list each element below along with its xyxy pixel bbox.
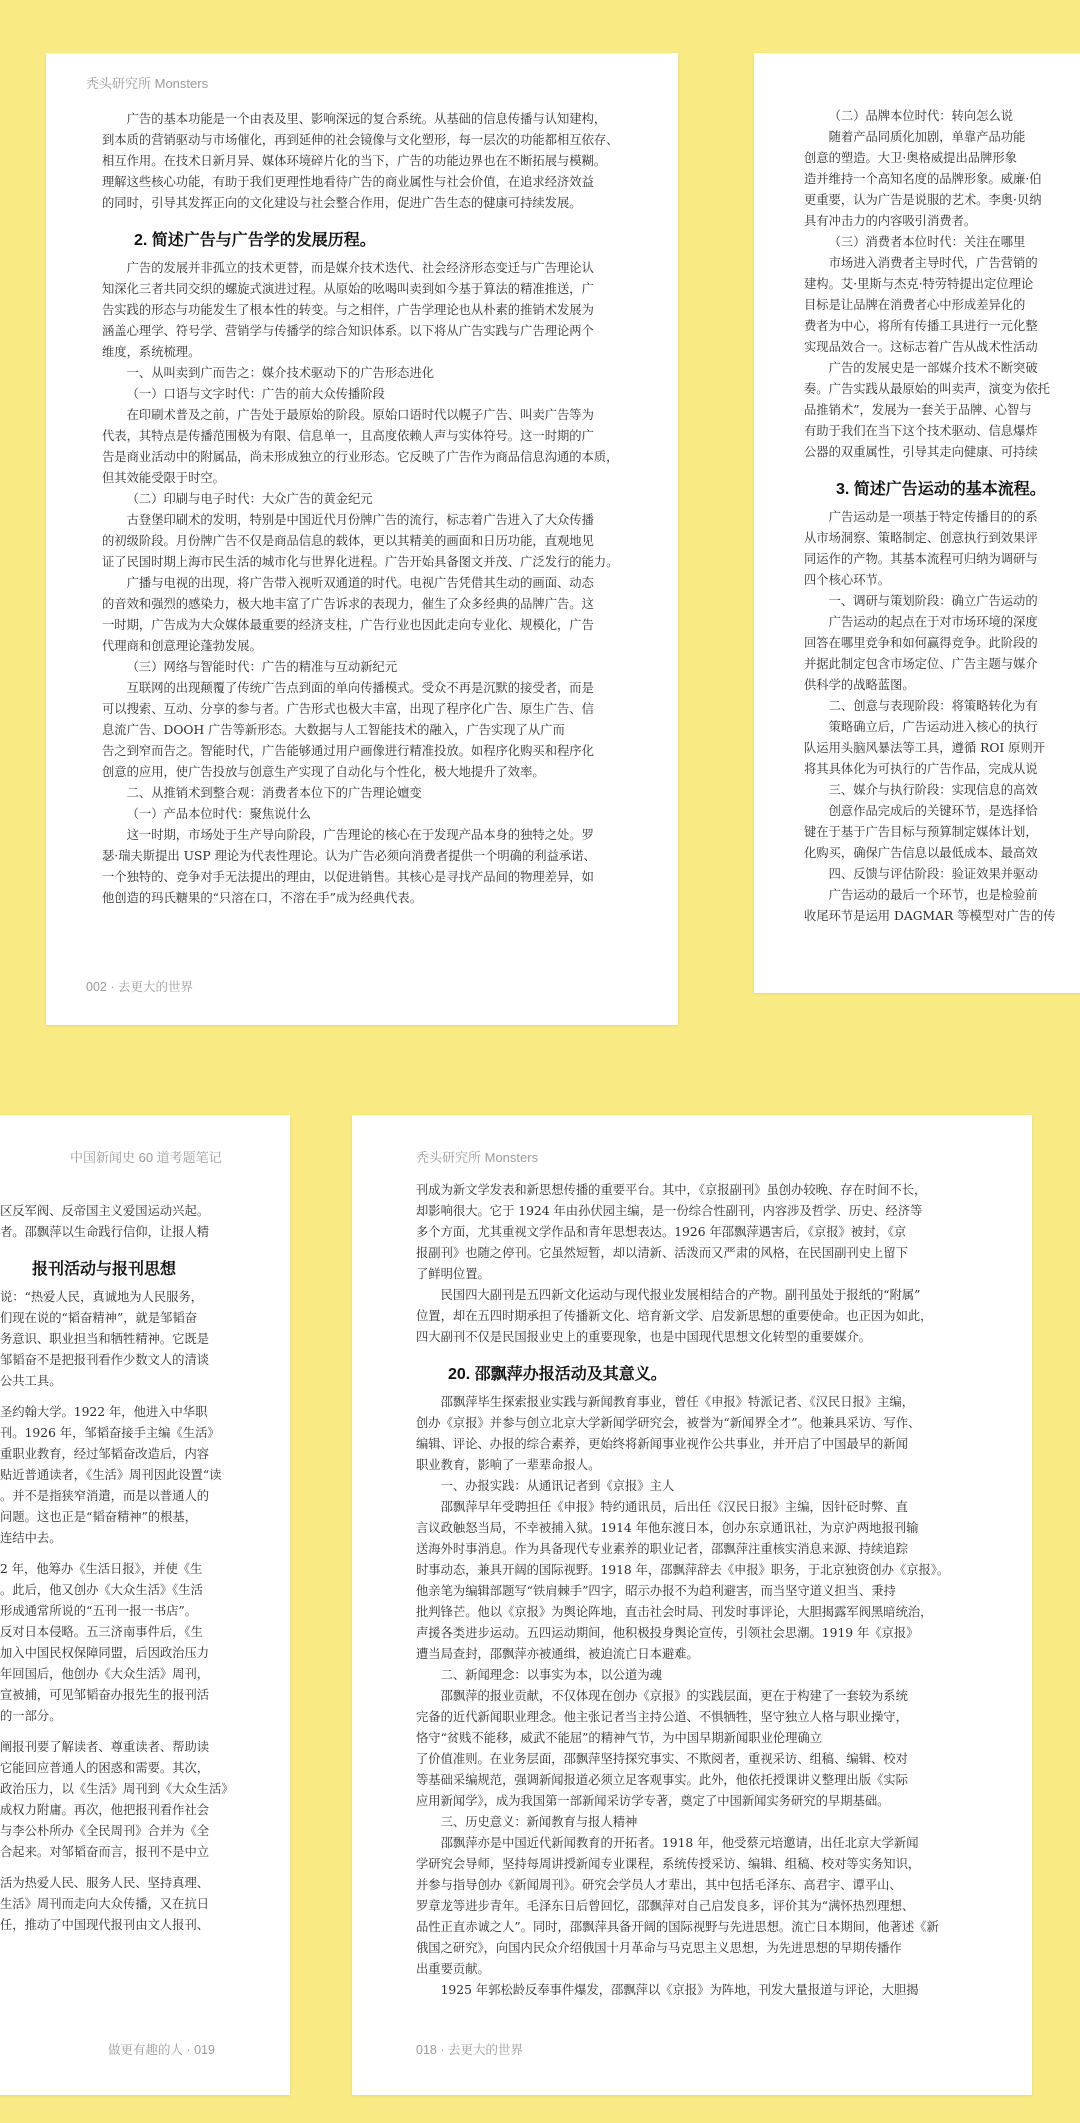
text-line: 他创造的玛氏糖果的“只溶在口，不溶在手”成为经典代表。 — [102, 891, 422, 905]
text-line: 瑟·瑞夫斯提出 USP 理论为代表性理论。认为广告必须向消费者提供一个明确的利益承诺、 — [102, 849, 596, 863]
text-line: 收尾环节是运用 DAGMAR 等模型对广告的传 — [804, 909, 1056, 923]
text-line: 队运用头脑风暴法等工具，遵循 ROI 原则开 — [804, 741, 1046, 755]
text-line: 遭当局查封，邵飘萍亦被通缉，被迫流亡日本避难。 — [416, 1647, 699, 1661]
text-line: 的同时，引导其发挥正向的文化建设与社会整合作用，促进广告生态的健康可持续发展。 — [102, 196, 582, 210]
text-line: 知深化三者共同交织的螺旋式演进过程。从原始的吆喝叫卖到如今基于算法的精准推送，广 — [102, 282, 594, 296]
text-line: 回答在哪里竞争和如何赢得竞争。此阶段的 — [804, 636, 1038, 650]
text-line: 代表，其特点是传播范围极为有限、信息单一，且高度依赖人声与实体符号。这一时期的广 — [102, 429, 594, 443]
text-line: 活为热爱人民、服务人民、坚持真理、 — [0, 1876, 210, 1890]
text-line: 编辑、评论、办报的综合素养，更始终将新闻事业视作公共事业，并开启了中国最早的新闻 — [416, 1437, 908, 1451]
section-heading: 2. 简述广告与广告学的发展历程。 — [134, 232, 376, 249]
text-line: 并据此制定包含市场定位、广告主题与媒介 — [804, 657, 1038, 671]
text-line: 。并不是指狭窄消遣，而是以普通人的 — [0, 1489, 210, 1503]
section-heading: 20. 邵飘萍办报活动及其意义。 — [448, 1366, 667, 1383]
text-line: 贴近普通读者，《生活》周刊因此设置“读 — [0, 1468, 222, 1482]
text-line: 一、从叫卖到广而告之：媒介技术驱动下的广告形态进化 — [126, 366, 435, 380]
text-line: 完备的近代新闻职业理念。他主张记者当主持公道、不惧牺牲，坚守独立人格与职业操守， — [416, 1710, 908, 1724]
text-line: 民国四大副刊是五四新文化运动与现代报业发展相结合的产物。副刊虽处于报纸的“附属” — [440, 1288, 921, 1302]
text-line: 将其具体化为可执行的广告作品，完成从说 — [804, 762, 1038, 776]
text-line: 但其效能受限于时空。 — [102, 471, 225, 485]
text-line: 实现品效合一。这标志着广告从战术性活动 — [804, 340, 1038, 354]
text-line: 圣约翰大学。1922 年，他进入中华职 — [0, 1405, 208, 1419]
book-page-019 — [0, 1115, 290, 2095]
text-line: 创办《京报》并参与创立北京大学新闻学研究会，被誉为“新闻界全才”。他兼具采访、写作、 — [416, 1416, 921, 1430]
page-header: 秃头研究所 Monsters — [416, 1150, 539, 1165]
text-line: 广告运动是一项基于特定传播目的的系 — [828, 510, 1038, 524]
text-line: 供科学的战略蓝图。 — [804, 678, 915, 692]
text-line: 阐报刊要了解读者、尊重读者、帮助读 — [0, 1740, 210, 1754]
text-line — [0, 1863, 234, 1873]
text-line: 目标是让品牌在消费者心中形成差异化的 — [804, 298, 1026, 312]
text-line: 广播与电视的出现，将广告带入视听双通道的时代。电视广告凭借其生动的画面、动态 — [126, 576, 594, 590]
text-line: 。此后，他又创办《大众生活》《生活 — [0, 1583, 203, 1597]
text-line: 广告运动的最后一个环节，也是检验前 — [828, 888, 1038, 902]
text-line — [0, 1727, 234, 1737]
text-line: 可以搜索、互动、分享的参与者。广告形式也极大丰富，出现了程序化广告、原生广告、信 — [102, 702, 594, 716]
text-line: 批判锋芒。他以《京报》为舆论阵地，直击社会时局、刊发时事评论，大胆揭露军阀黑暗统治， — [416, 1605, 933, 1619]
text-line: 键在于基于广告目标与预算制定媒体计划， — [804, 825, 1038, 839]
text-line: 市场进入消费者主导时代，广告营销的 — [828, 256, 1038, 270]
text-line: 连结中去。 — [0, 1531, 62, 1545]
text-line: 位置，却在五四时期承担了传播新文化、培育新文学、启发新思想的重要使命。也正因为如此， — [416, 1309, 933, 1323]
text-line: 多个方面，尤其重视文学作品和青年思想表达。1926 年邵飘萍遇害后，《京报》被封，《京 — [416, 1225, 907, 1239]
text-line: 政治压力，以《生活》周刊到《大众生活》 — [0, 1782, 234, 1796]
text-line: 一、调研与策划阶段：确立广告运动的 — [828, 594, 1038, 608]
text-line: 他亲笔为编辑部题写“铁肩棘手”四字，昭示办报不为趋利避害，而当坚守道义担当、秉持 — [416, 1584, 896, 1598]
text-line: （三）网络与智能时代：广告的精准与互动新纪元 — [126, 660, 398, 674]
page-footer: 做更有趣的人 · 019 — [108, 2043, 215, 2057]
text-line: 费者为中心，将所有传播工具进行一元化整 — [804, 319, 1038, 333]
text-line: 告是商业活动中的附属品，尚未形成独立的行业形态。它反映了广告作为商品信息沟通的本质， — [102, 450, 619, 464]
text-line: 时事动态，兼具开阔的国际视野。1918 年，邵飘萍辞去《申报》职务，于北京独资创办《京报》。 — [416, 1563, 950, 1577]
text-line: 策略确立后，广告运动进入核心的执行 — [828, 720, 1038, 734]
text-line: 二、创意与表现阶段：将策略转化为有 — [828, 699, 1038, 713]
text-line: 却影响很大。它于 1924 年由孙伏园主编，是一份综合性副刊，内容涉及哲学、历史、经济等 — [416, 1204, 923, 1218]
text-line: （二）品牌本位时代：转向怎么说 — [828, 109, 1014, 123]
text-line: 化购买，确保广告信息以最低成本、最高效 — [804, 846, 1038, 860]
text-line: 二、新闻理念：以事实为本，以公道为魂 — [440, 1668, 662, 1682]
text-line: 公共工具。 — [0, 1374, 62, 1388]
text-line: 区反军阀、反帝国主义爱国运动兴起。 — [0, 1204, 210, 1218]
text-line: 邵飘萍的报业贡献，不仅体现在创办《京报》的实践层面，更在于构建了一套较为系统 — [440, 1689, 908, 1703]
page-body — [102, 109, 632, 909]
text-line: 建构。艾·里斯与杰克·特劳特提出定位理论 — [804, 277, 1034, 291]
text-line: 声援各类进步运动。五四运动期间，他积极投身舆论宣传，引领社会思潮。1919 年《京报》 — [416, 1626, 919, 1640]
text-line: 重职业教育，经过邹韬奋改造后，内容 — [0, 1447, 210, 1461]
page-header: 中国新闻史 60 道考题笔记 — [70, 1150, 222, 1165]
text-line: 宣被捕，可见邹韬奋办报先生的报刊活 — [0, 1688, 210, 1702]
text-line: 了鲜明位置。 — [416, 1267, 490, 1281]
text-line: 创意的应用，使广告投放与创意生产实现了自动化与个性化，极大地提升了效率。 — [102, 765, 545, 779]
text-line: 互联网的出现颠覆了传统广告点到面的单向传播模式。受众不再是沉默的接受者，而是 — [126, 681, 594, 695]
text-line: 在印刷术普及之前，广告处于最原始的阶段。原始口语时代以幌子广告、叫卖广告等为 — [126, 408, 594, 422]
text-line: 有助于我们在当下这个技术驱动、信息爆炸 — [804, 424, 1038, 438]
text-line: 1925 年郭松龄反奉事件爆发，邵飘萍以《京报》为阵地，刊发大量报道与评论，大胆揭 — [440, 1983, 919, 1997]
page-footer: 018 · 去更大的世界 — [416, 2043, 523, 2057]
text-line: 四、反馈与评估阶段：验证效果并驱动 — [828, 867, 1038, 881]
text-line: 反对日本侵略。五三济南事件后，《生 — [0, 1625, 203, 1639]
book-page-003 — [754, 53, 1080, 993]
page-body — [416, 1180, 972, 2001]
text-line: 更重要，认为广告是说服的艺术。李奥·贝纳 — [804, 193, 1042, 207]
text-line: 学研究会导师，坚持每周讲授新闻专业课程，系统传授采访、编辑、组稿、校对等实务知识， — [416, 1857, 921, 1871]
text-line: 生活》周刊而走向大众传播，又在抗日 — [0, 1897, 210, 1911]
text-line: 言议政触怒当局，不幸被捕入狱。1914 年他东渡日本，创办东京通讯社，为京沪两地报刊输 — [416, 1521, 919, 1535]
text-line: 告实践的形态与功能发生了根本性的转变。与之相伴，广告学理论也从朴素的推销术发展为 — [102, 303, 594, 317]
text-line: 四个核心环节。 — [804, 573, 891, 587]
text-line: 三、媒介与执行阶段：实现信息的高效 — [828, 783, 1038, 797]
text-line: 它能回应普通人的困惑和需要。其次， — [0, 1761, 210, 1775]
text-line: 涵盖心理学、符号学、营销学与传播学的综合知识体系。以下将从广告实践与广告理论两个 — [102, 324, 594, 338]
text-line: 从市场洞察、策略制定、创意执行到效果评 — [804, 531, 1038, 545]
text-line: 的一部分。 — [0, 1709, 62, 1723]
text-line: 具有冲击力的内容吸引消费者。 — [804, 214, 977, 228]
text-line: 广告的基本功能是一个由表及里、影响深远的复合系统。从基础的信息传播与认知建构， — [126, 112, 607, 126]
text-line: 同运作的产物。其基本流程可归纳为调研与 — [804, 552, 1038, 566]
text-line: 罗章龙等进步青年。毛泽东日后曾回忆，邵飘萍对自己启发良多，评价其为“满怀热烈理想、 — [416, 1899, 915, 1913]
text-line: 品性正直赤诚之人”。同时，邵飘萍具备开阔的国际视野与先进思想。流亡日本期间，他著述《新 — [416, 1920, 939, 1934]
section-heading: 报刊活动与报刊思想 — [32, 1261, 177, 1278]
text-line: 证了民国时期上海市民生活的城市化与世界化进程。广告开始具备图文并茂、广泛发行的能力。 — [102, 555, 619, 569]
text-line: 创意的塑造。大卫·奥格威提出品牌形象 — [804, 151, 1017, 165]
text-line: 务意识、职业担当和牺牲精神。它既是 — [0, 1332, 210, 1346]
text-line: 公器的双重属性，引导其走向健康、可持续 — [804, 445, 1038, 459]
book-page-018 — [352, 1115, 1032, 2095]
section-heading: 3. 简述广告运动的基本流程。 — [836, 481, 1046, 498]
text-line: 形成通常所说的“五刊一报一书店”。 — [0, 1604, 198, 1618]
text-line: 到本质的营销驱动与市场催化，再到延伸的社会镜像与文化塑形，每一层次的功能都相互依存、 — [102, 133, 619, 147]
text-line: （二）印刷与电子时代：大众广告的黄金纪元 — [126, 492, 373, 506]
text-line: 职业教育，影响了一辈辈命报人。 — [416, 1458, 601, 1472]
text-line: 告之到窄而告之。智能时代，广告能够通过用户画像进行精准投放。如程序化购买和程序化 — [102, 744, 594, 758]
text-line — [0, 1549, 234, 1559]
text-line: 年回国后，他创办《大众生活》周刊， — [0, 1667, 210, 1681]
text-line: （一）产品本位时代：聚焦说什么 — [126, 807, 312, 821]
text-line: 二、从推销术到整合观：消费者本位下的广告理论嬗变 — [126, 786, 422, 800]
text-line: 刊成为新文学发表和新思想传播的重要平台。其中，《京报副刊》虽创办较晚、存在时间不长， — [416, 1183, 927, 1197]
text-line: 送海外时事消息。作为具备现代专业素养的职业记者，邵飘萍注重核实消息来源、持续追踪 — [416, 1542, 908, 1556]
text-line: 一个独特的、竞争对手无法提出的理由，以促进销售。其核心是寻找产品间的物理差异，如 — [102, 870, 594, 884]
text-line: 成权力附庸。再次，他把报刊看作社会 — [0, 1803, 210, 1817]
page-footer: 002 · 去更大的世界 — [86, 980, 193, 994]
text-line: 广告的发展史是一部媒介技术不断突破 — [828, 361, 1038, 375]
text-line: 任，推动了中国现代报刊由文人报刊、 — [0, 1918, 210, 1932]
text-line: 报副刊》也随之停刊。它虽然短暂，却以清新、活泼而又严肃的风格，在民国副刊史上留下 — [416, 1246, 908, 1260]
text-line: 造并维持一个高知名度的品牌形象。威廉·伯 — [804, 172, 1042, 186]
text-line: 一、办报实践：从通讯记者到《京报》主人 — [440, 1479, 675, 1493]
text-line: 四大副刊不仅是民国报业史上的重要现象，也是中国现代思想文化转型的重要媒介。 — [416, 1330, 871, 1344]
text-line: 邵飘萍毕生探索报业实践与新闻教育事业，曾任《申报》特派记者、《汉民日报》主编， — [440, 1395, 915, 1409]
text-line: 说：“热爱人民，真诚地为人民服务， — [0, 1290, 204, 1304]
book-page-002 — [46, 53, 678, 1025]
text-line: 随着产品同质化加剧，单靠产品功能 — [828, 130, 1026, 144]
text-line: 邵飘萍亦是中国近代新闻教育的开拓者。1918 年，他受蔡元培邀请，出任北京大学新闻 — [440, 1836, 919, 1850]
text-line: 古登堡印刷术的发明，特别是中国近代月份牌广告的流行，标志着广告进入了大众传播 — [126, 513, 594, 527]
text-line: （一）口语与文字时代：广告的前大众传播阶段 — [126, 387, 385, 401]
text-line: 并参与指导创办《新闻周刊》。研究会学员人才辈出，其中包括毛泽东、高君宇、谭平山、 — [416, 1878, 902, 1892]
page-body — [804, 106, 1056, 927]
text-line: 俄国之研究》，向国内民众介绍俄国十月革命与马克思主义思想，为先进思想的早期传播作 — [416, 1941, 902, 1955]
text-line: 问题。这也正是“韬奋精神”的根基， — [0, 1510, 198, 1524]
text-line: 维度，系统梳理。 — [102, 345, 201, 359]
page-body — [0, 1201, 234, 1936]
text-line: 一时期，广告成为大众媒体最重要的经济支柱，广告行业也因此走向专业化、规模化，广告 — [102, 618, 594, 632]
text-line: 合起来。对邹韬奋而言，报刊不是中立 — [0, 1845, 210, 1859]
text-line: 邵飘萍早年受聘担任《申报》特约通讯员，后出任《汉民日报》主编，因针砭时弊、直 — [440, 1500, 908, 1514]
text-line: 出重要贡献。 — [416, 1962, 490, 1976]
text-line: 品推销术”，发展为一套关于品牌、心智与 — [804, 403, 1032, 417]
text-line: 恪守“贫贱不能移，威武不能屈”的精神气节，为中国早期新闻职业伦理确立 — [416, 1731, 823, 1745]
text-line: 加入中国民权保障同盟，后因政治压力 — [0, 1646, 210, 1660]
text-line: 这一时期，市场处于生产导向阶段，广告理论的核心在于发现产品本身的独特之处。罗 — [126, 828, 594, 842]
text-line: 奏。广告实践从最原始的叫卖声，演变为依托 — [804, 382, 1050, 396]
text-line: 息流广告、DOOH 广告等新形态。大数据与人工智能技术的融入，广告实现了从广而 — [102, 723, 565, 737]
text-line: 们现在说的“韬奋精神”，就是邹韬奋 — [0, 1311, 198, 1325]
text-line: 理解这些核心功能，有助于我们更理性地看待广告的商业属性与社会价值，在追求经济效益 — [102, 175, 594, 189]
text-line: 代理商和创意理论蓬勃发展。 — [102, 639, 262, 653]
text-line: 相互作用。在技术日新月异、媒体环境碎片化的当下，广告的功能边界也在不断拓展与模糊。 — [102, 154, 607, 168]
page-header: 秃头研究所 Monsters — [86, 76, 209, 91]
text-line: 者。邵飘萍以生命践行信仰，让报人精 — [0, 1225, 210, 1239]
text-line: 邹韬奋不是把报刊看作少数文人的清谈 — [0, 1353, 210, 1367]
text-line: 创意作品完成后的关键环节，是选择恰 — [828, 804, 1038, 818]
text-line: 广告运动的起点在于对市场环境的深度 — [828, 615, 1038, 629]
text-line: 应用新闻学》，成为我国第一部新闻采访学专著，奠定了中国新闻实务研究的早期基础。 — [416, 1794, 890, 1808]
text-line: 刊。1926 年，邹韬奋接手主编《生活》 — [0, 1426, 220, 1440]
text-line: （三）消费者本位时代：关注在哪里 — [828, 235, 1026, 249]
text-line — [0, 1392, 234, 1402]
text-line: 了价值准则。在业务层面，邵飘萍坚持探究事实、不欺阅者，重视采访、组稿、编辑、校对 — [416, 1752, 908, 1766]
text-line: 广告的发展并非孤立的技术更替，而是媒介技术迭代、社会经济形态变迁与广告理论认 — [126, 261, 594, 275]
text-line: 的音效和强烈的感染力，极大地丰富了广告诉求的表现力，催生了众多经典的品牌广告。这 — [102, 597, 594, 611]
text-line: 等基础采编规范，强调新闻报道必须立足客观事实。此外，他依托授课讲义整理出版《实际 — [416, 1773, 908, 1787]
text-line: 三、历史意义：新闻教育与报人精神 — [440, 1815, 638, 1829]
text-line: 2 年，他筹办《生活日报》，并使《生 — [0, 1562, 203, 1576]
text-line: 与李公朴所办《全民周刊》合并为《全 — [0, 1824, 210, 1838]
text-line: 的初级阶段。月份牌广告不仅是商品信息的载体，更以其精美的画面和日历功能，直观地见 — [102, 534, 594, 548]
